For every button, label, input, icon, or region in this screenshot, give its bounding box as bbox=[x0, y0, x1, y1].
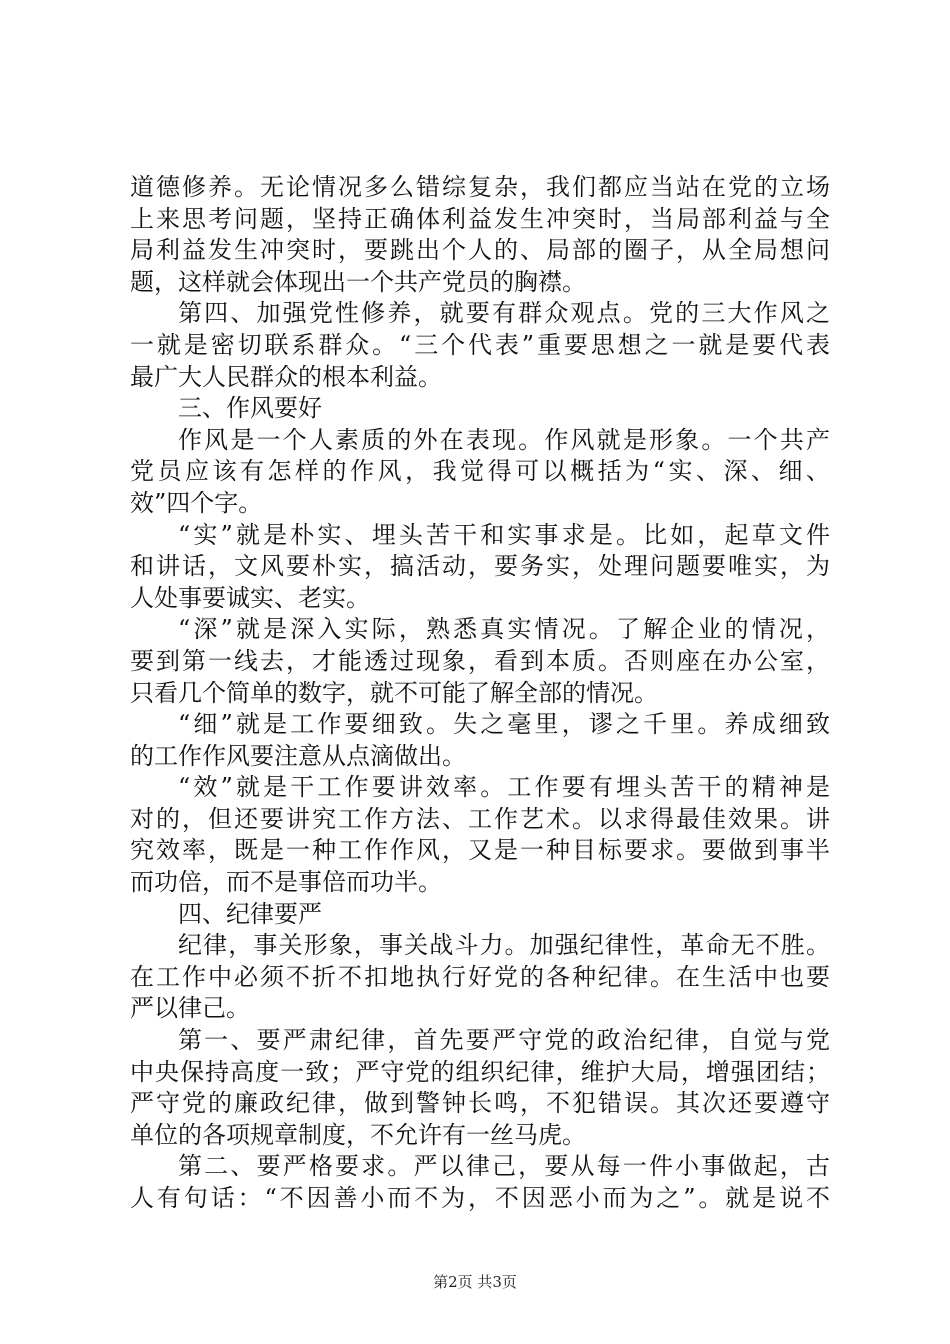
text-line: 第四、加强党性修养，就要有群众观点。党的三大作风之 bbox=[178, 299, 830, 328]
text-line: 人有句话：“不因善小而不为，不因恶小而为之”。就是说不 bbox=[130, 1184, 830, 1212]
text-line: 最广大人民群众的根本利益。 bbox=[130, 362, 442, 391]
text-line: 中央保持高度一致；严守党的组织纪律，维护大局，增强团结； bbox=[130, 1057, 830, 1086]
text-line: 第一、要严肃纪律，首先要严守党的政治纪律，自觉与党 bbox=[178, 1026, 830, 1055]
text-line: “细”就是工作要细致。失之毫里，谬之千里。养成细致 bbox=[178, 710, 830, 739]
text-line: 纪律，事关形象，事关战斗力。加强纪律性，革命无不胜。 bbox=[178, 931, 830, 960]
text-line: 究效率，既是一种工作作风，又是一种目标要求。要做到事半 bbox=[130, 836, 830, 865]
text-line: 单位的各项规章制度，不允许有一丝马虎。 bbox=[130, 1120, 586, 1149]
text-line: 三、作风要好 bbox=[178, 394, 322, 423]
text-line: 第二、要严格要求。严以律己，要从每一件小事做起，古 bbox=[178, 1152, 830, 1181]
text-line: 四、纪律要严 bbox=[178, 899, 322, 928]
text-line: 的工作作风要注意从点滴做出。 bbox=[130, 741, 466, 770]
text-line: 一就是密切联系群众。“三个代表”重要思想之一就是要代表 bbox=[130, 330, 830, 359]
text-line: 上来思考问题，坚持正确体利益发生冲突时，当局部利益与全 bbox=[130, 204, 830, 233]
page-footer: 第2页 共3页 bbox=[433, 1273, 517, 1291]
document-body bbox=[130, 172, 830, 1215]
text-line: 只看几个简单的数字，就不可能了解全部的情况。 bbox=[130, 678, 658, 707]
text-line: 要到第一线去，才能透过现象，看到本质。否则座在办公室， bbox=[130, 646, 830, 675]
text-line: 而功倍，而不是事倍而功半。 bbox=[130, 868, 442, 897]
text-line: “深”就是深入实际，熟悉真实情况。了解企业的情况， bbox=[178, 615, 830, 644]
text-line: 人处事要诚实、老实。 bbox=[130, 583, 370, 612]
text-line: 在工作中必须不折不扣地执行好党的各种纪律。在生活中也要 bbox=[130, 962, 830, 991]
text-line: 局利益发生冲突时，要跳出个人的、局部的圈子，从全局想问 bbox=[130, 236, 830, 265]
text-line: 道德修养。无论情况多么错综复杂，我们都应当站在党的立场 bbox=[130, 173, 830, 201]
text-line: 效”四个字。 bbox=[130, 488, 263, 517]
text-line: “实”就是朴实、埋头苦干和实事求是。比如，起草文件 bbox=[178, 520, 830, 549]
text-line: “效”就是干工作要讲效率。工作要有埋头苦干的精神是 bbox=[178, 773, 830, 802]
text-line: 题，这样就会体现出一个共产党员的胸襟。 bbox=[130, 267, 586, 296]
text-line: 严守党的廉政纪律，做到警钟长鸣，不犯错误。其次还要遵守 bbox=[130, 1089, 830, 1118]
text-line: 严以律己。 bbox=[130, 994, 250, 1023]
text-line: 对的，但还要讲究工作方法、工作艺术。以求得最佳效果。讲 bbox=[130, 804, 830, 833]
text-line: 和讲话，文风要朴实，搞活动，要务实，处理问题要唯实，为 bbox=[130, 552, 830, 581]
text-line: 作风是一个人素质的外在表现。作风就是形象。一个共产 bbox=[178, 425, 830, 454]
text-line: 党员应该有怎样的作风，我觉得可以概括为“实、深、细、 bbox=[130, 457, 830, 486]
